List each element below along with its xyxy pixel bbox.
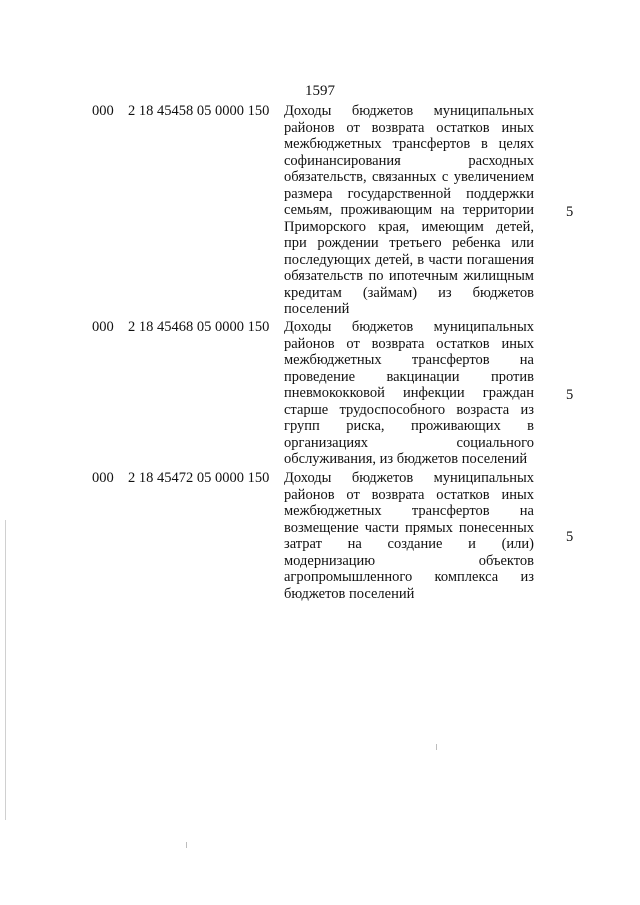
norm-value: 5 — [566, 204, 574, 220]
admin-code: 000 — [92, 470, 114, 486]
page-number: 1597 — [305, 83, 335, 99]
income-description: Доходы бюджетов муниципальных районов от возврата остатков иных межбюджетных трансфертов в целях софинансирования расходных обязательств, связанных с увеличением размера государственной поддержки семьям, проживающим на территории Приморского края, имеющим детей, при рождении третьего ребенка или последующих детей, в части погашения обязательств по ипотечным жилищным кредитам (займам) из бюджетов поселений — [284, 103, 534, 317]
table-row — [0, 319, 640, 469]
table-row — [0, 103, 640, 318]
scan-edge-line — [5, 520, 6, 820]
norm-value: 5 — [566, 529, 574, 545]
income-description: Доходы бюджетов муниципальных районов от возврата остатков иных межбюджетных трансфертов на возмещение части прямых понесенных затрат на создание и (или) модернизацию объектов агропромышленного комплекса из бюджетов поселений — [284, 470, 534, 602]
budget-classification-code: 2 18 45458 05 0000 150 — [128, 103, 270, 119]
admin-code: 000 — [92, 319, 114, 335]
budget-classification-code: 2 18 45472 05 0000 150 — [128, 470, 270, 486]
budget-classification-code: 2 18 45468 05 0000 150 — [128, 319, 270, 335]
admin-code: 000 — [92, 103, 114, 119]
norm-value: 5 — [566, 387, 574, 403]
table-row — [0, 470, 640, 603]
income-description: Доходы бюджетов муниципальных районов от возврата остатков иных межбюджетных трансфертов на проведение вакцинации против пневмококковой инфекции граждан старше трудоспособного возраста из групп риска, проживающих в организациях социального обслуживания, из бюджетов поселений — [284, 319, 534, 467]
scan-speck — [436, 744, 437, 750]
scan-speck — [186, 842, 187, 848]
